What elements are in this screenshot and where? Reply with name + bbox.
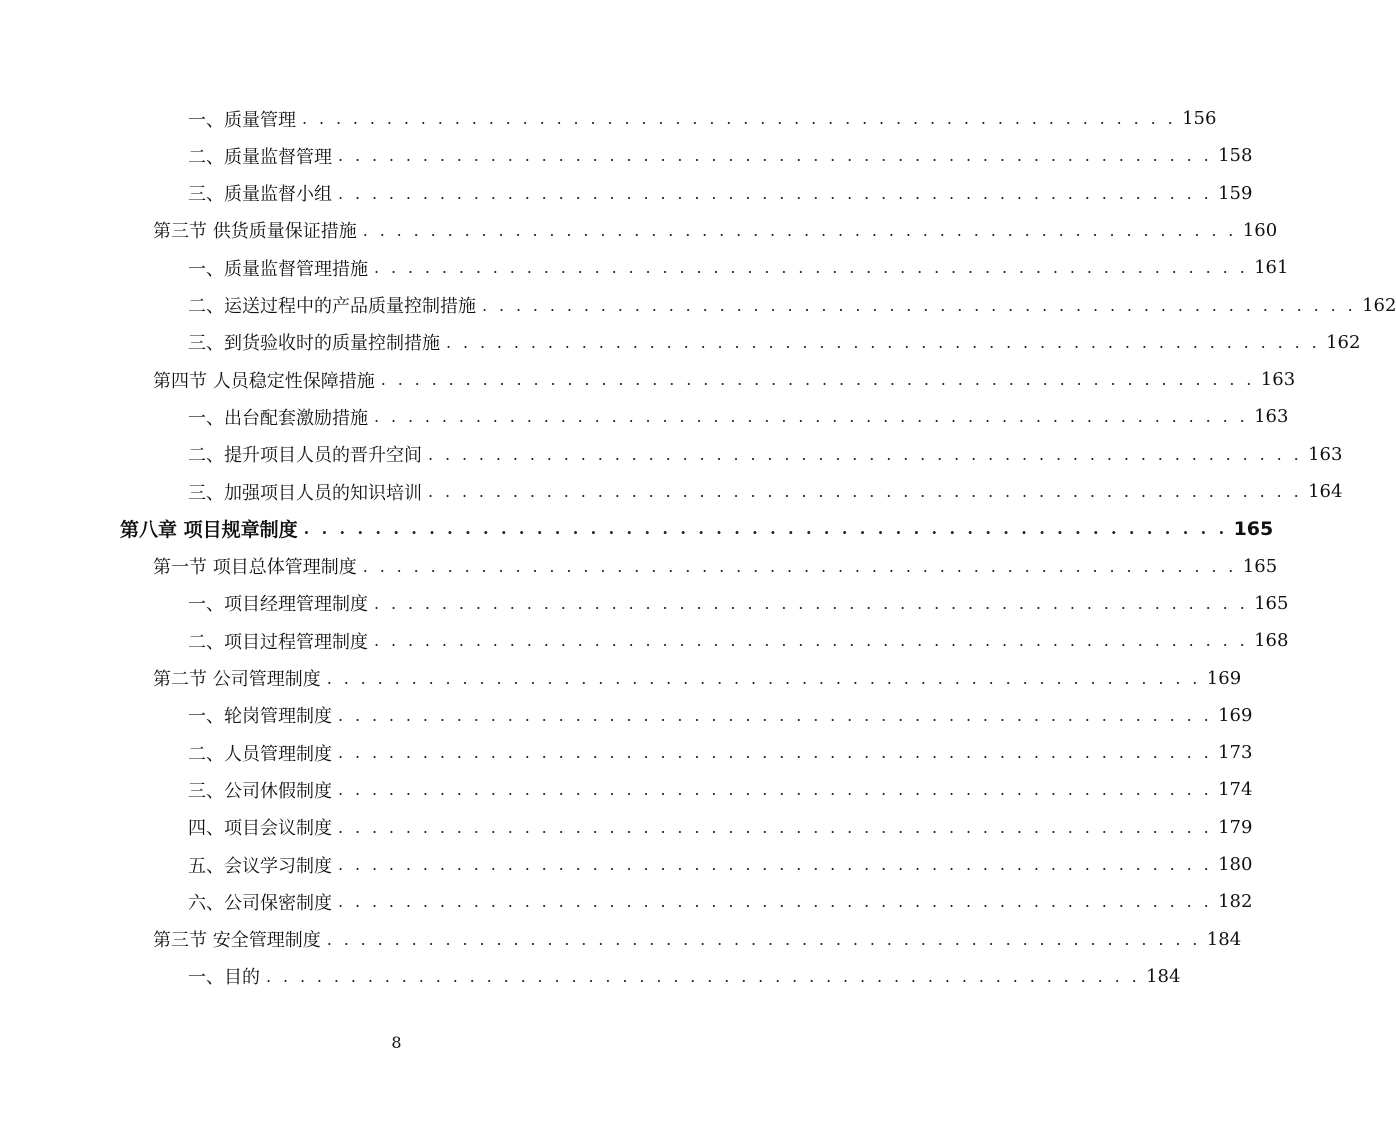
toc-dot-leader: . . . . . . . . . . . . . . . . . . . . . . . . . . . . . . . . . . . . . . . . . . . . . . . . . . . . — [482, 295, 1357, 315]
toc-dot-leader: . . . . . . . . . . . . . . . . . . . . . . . . . . . . . . . . . . . . . . . . . . . . . . . . . . . . — [326, 668, 1201, 688]
toc-entry-page: 173 — [1218, 742, 1253, 764]
toc-dot-leader: . . . . . . . . . . . . . . . . . . . . . . . . . . . . . . . . . . . . . . . . . . . . . . . . . . . . — [374, 258, 1249, 278]
toc-entry-title: 五、会议学习制度 — [188, 855, 332, 877]
toc-entry[interactable] — [188, 175, 1253, 212]
toc-entry[interactable] — [188, 398, 1289, 435]
toc-entry-title: 二、提升项目人员的晋升空间 — [188, 445, 422, 467]
page-number: 8 — [391, 1033, 402, 1052]
toc-entry[interactable] — [153, 361, 1296, 398]
toc-entry-title: 六、公司保密制度 — [188, 892, 332, 914]
toc-entry[interactable] — [188, 436, 1343, 473]
toc-dot-leader: . . . . . . . . . . . . . . . . . . . . . . . . . . . . . . . . . . . . . . . . . . . . . . . . . . . . — [374, 631, 1249, 651]
toc-dot-leader: . . . . . . . . . . . . . . . . . . . . . . . . . . . . . . . . . . . . . . . . . . . . . . . . . . . . — [266, 966, 1141, 986]
toc-entry-title: 第三节 安全管理制度 — [153, 930, 321, 952]
toc-entry-page: 156 — [1182, 108, 1217, 129]
toc-entry[interactable] — [188, 771, 1253, 808]
toc-entry-title: 第三节 供货质量保证措施 — [153, 221, 357, 243]
toc-entry-title: 第一节 项目总体管理制度 — [153, 557, 357, 579]
toc-entry[interactable] — [188, 100, 1217, 137]
toc-entry-page: 169 — [1206, 667, 1242, 689]
toc-entry-title: 第八章 项目规章制度 — [120, 519, 298, 542]
toc-dot-leader: . . . . . . . . . . . . . . . . . . . . . . . . . . . . . . . . . . . . . . . . . . . . . . . . . . . . — [362, 220, 1237, 240]
toc-dot-leader: . . . . . . . . . . . . . . . . . . . . . . . . . . . . . . . . . . . . . . . . . . . . . . . . . . . . — [326, 929, 1201, 949]
toc-entry-title: 一、轮岗管理制度 — [188, 706, 332, 728]
toc-entry-page: 184 — [1206, 928, 1242, 950]
toc-dot-leader: . . . . . . . . . . . . . . . . . . . . . . . . . . . . . . . . . . . . . . . . . . . . . . . . . . . . — [374, 593, 1249, 613]
toc-entry[interactable] — [188, 287, 1396, 324]
toc-entry-page: 164 — [1308, 481, 1343, 502]
toc-entry[interactable] — [120, 510, 1274, 547]
toc-entry-page: 159 — [1218, 182, 1253, 204]
toc-entry-page: 168 — [1254, 630, 1289, 652]
toc-entry-page: 179 — [1218, 816, 1253, 838]
toc-entry-title: 三、加强项目人员的知识培训 — [188, 482, 422, 504]
toc-entry-title: 一、项目经理管理制度 — [188, 594, 368, 616]
toc-dot-leader: . . . . . . . . . . . . . . . . . . . . . . . . . . . . . . . . . . . . . . . . . . . . . . . . . . . . — [303, 519, 1228, 539]
toc-entry-title: 二、项目过程管理制度 — [188, 631, 368, 653]
toc-entry-page: 163 — [1260, 369, 1296, 391]
toc-dot-leader: . . . . . . . . . . . . . . . . . . . . . . . . . . . . . . . . . . . . . . . . . . . . . . . . . . . . — [338, 892, 1213, 912]
toc-entry[interactable] — [188, 883, 1253, 920]
toc-dot-leader: . . . . . . . . . . . . . . . . . . . . . . . . . . . . . . . . . . . . . . . . . . . . . . . . . . . . — [428, 444, 1303, 464]
toc-entry[interactable] — [188, 324, 1361, 361]
toc-entry-page: 160 — [1242, 219, 1278, 241]
toc-entry-page: 165 — [1242, 555, 1278, 577]
toc-entry-page: 163 — [1308, 443, 1343, 465]
toc-dot-leader: . . . . . . . . . . . . . . . . . . . . . . . . . . . . . . . . . . . . . . . . . . . . . . . . . . . . — [338, 183, 1213, 203]
toc-dot-leader: . . . . . . . . . . . . . . . . . . . . . . . . . . . . . . . . . . . . . . . . . . . . . . . . . . . . — [338, 743, 1213, 763]
toc-dot-leader: . . . . . . . . . . . . . . . . . . . . . . . . . . . . . . . . . . . . . . . . . . . . . . . . . . . . — [338, 855, 1213, 874]
toc-entry-title: 三、公司休假制度 — [188, 780, 332, 802]
toc-entry-page: 180 — [1218, 854, 1253, 875]
toc-entry-page: 162 — [1362, 294, 1396, 316]
toc-dot-leader: . . . . . . . . . . . . . . . . . . . . . . . . . . . . . . . . . . . . . . . . . . . . . . . . . . . . — [338, 146, 1213, 166]
toc-entry-title: 第四节 人员稳定性保障措施 — [153, 370, 375, 392]
toc-entry[interactable] — [153, 212, 1278, 249]
toc-entry-page: 165 — [1254, 592, 1289, 614]
toc-entry[interactable] — [188, 622, 1289, 659]
toc-entry[interactable] — [188, 958, 1181, 995]
toc-entry[interactable] — [188, 697, 1253, 734]
toc-entry-title: 三、到货验收时的质量控制措施 — [188, 333, 440, 355]
toc-entry-page: 182 — [1218, 891, 1253, 913]
toc-entry[interactable] — [188, 846, 1253, 883]
toc-entry-page: 165 — [1233, 517, 1274, 540]
toc-entry-page: 163 — [1254, 406, 1289, 428]
toc-entry-title: 二、人员管理制度 — [188, 743, 332, 765]
toc-entry-page: 161 — [1254, 257, 1289, 279]
toc-dot-leader: . . . . . . . . . . . . . . . . . . . . . . . . . . . . . . . . . . . . . . . . . . . . . . . . . . . . — [302, 109, 1177, 128]
toc-entry[interactable] — [188, 137, 1253, 174]
toc-entry[interactable] — [188, 473, 1343, 510]
toc-entry[interactable] — [188, 809, 1253, 846]
toc-entry-page: 174 — [1218, 779, 1253, 801]
toc-entry[interactable] — [188, 734, 1253, 771]
toc-dot-leader: . . . . . . . . . . . . . . . . . . . . . . . . . . . . . . . . . . . . . . . . . . . . . . . . . . . . — [428, 482, 1303, 501]
toc-dot-leader: . . . . . . . . . . . . . . . . . . . . . . . . . . . . . . . . . . . . . . . . . . . . . . . . . . . . — [362, 556, 1237, 576]
toc-entry[interactable] — [188, 585, 1289, 622]
toc-entry-page: 158 — [1218, 145, 1253, 167]
toc-entry[interactable] — [153, 548, 1278, 585]
toc-entry-title: 一、目的 — [188, 967, 260, 989]
toc-entry-title: 四、项目会议制度 — [188, 818, 332, 840]
toc-entry-title: 一、出台配套激励措施 — [188, 407, 368, 429]
toc-entry[interactable] — [188, 249, 1289, 286]
toc-entry-page: 184 — [1146, 965, 1181, 987]
toc-entry-page: 162 — [1326, 331, 1361, 353]
toc-entry-title: 二、运送过程中的产品质量控制措施 — [188, 296, 476, 317]
toc-entry[interactable] — [153, 660, 1242, 697]
toc-dot-leader: . . . . . . . . . . . . . . . . . . . . . . . . . . . . . . . . . . . . . . . . . . . . . . . . . . . . — [338, 817, 1213, 837]
toc-dot-leader: . . . . . . . . . . . . . . . . . . . . . . . . . . . . . . . . . . . . . . . . . . . . . . . . . . . . — [374, 407, 1249, 427]
toc-dot-leader: . . . . . . . . . . . . . . . . . . . . . . . . . . . . . . . . . . . . . . . . . . . . . . . . . . . . — [446, 332, 1321, 352]
toc-entry-title: 一、质量监督管理措施 — [188, 258, 368, 280]
toc-dot-leader: . . . . . . . . . . . . . . . . . . . . . . . . . . . . . . . . . . . . . . . . . . . . . . . . . . . . — [338, 705, 1213, 725]
toc-dot-leader: . . . . . . . . . . . . . . . . . . . . . . . . . . . . . . . . . . . . . . . . . . . . . . . . . . . . — [338, 780, 1213, 800]
toc-entry-title: 第二节 公司管理制度 — [153, 669, 321, 690]
toc-entry-page: 169 — [1218, 704, 1253, 726]
toc-entry-title: 一、质量管理 — [188, 109, 296, 131]
toc-entry-title: 三、质量监督小组 — [188, 184, 332, 206]
toc-entry[interactable] — [153, 921, 1242, 958]
toc-dot-leader: . . . . . . . . . . . . . . . . . . . . . . . . . . . . . . . . . . . . . . . . . . . . . . . . . . . . — [380, 370, 1255, 390]
toc-entry-title: 二、质量监督管理 — [188, 146, 332, 168]
